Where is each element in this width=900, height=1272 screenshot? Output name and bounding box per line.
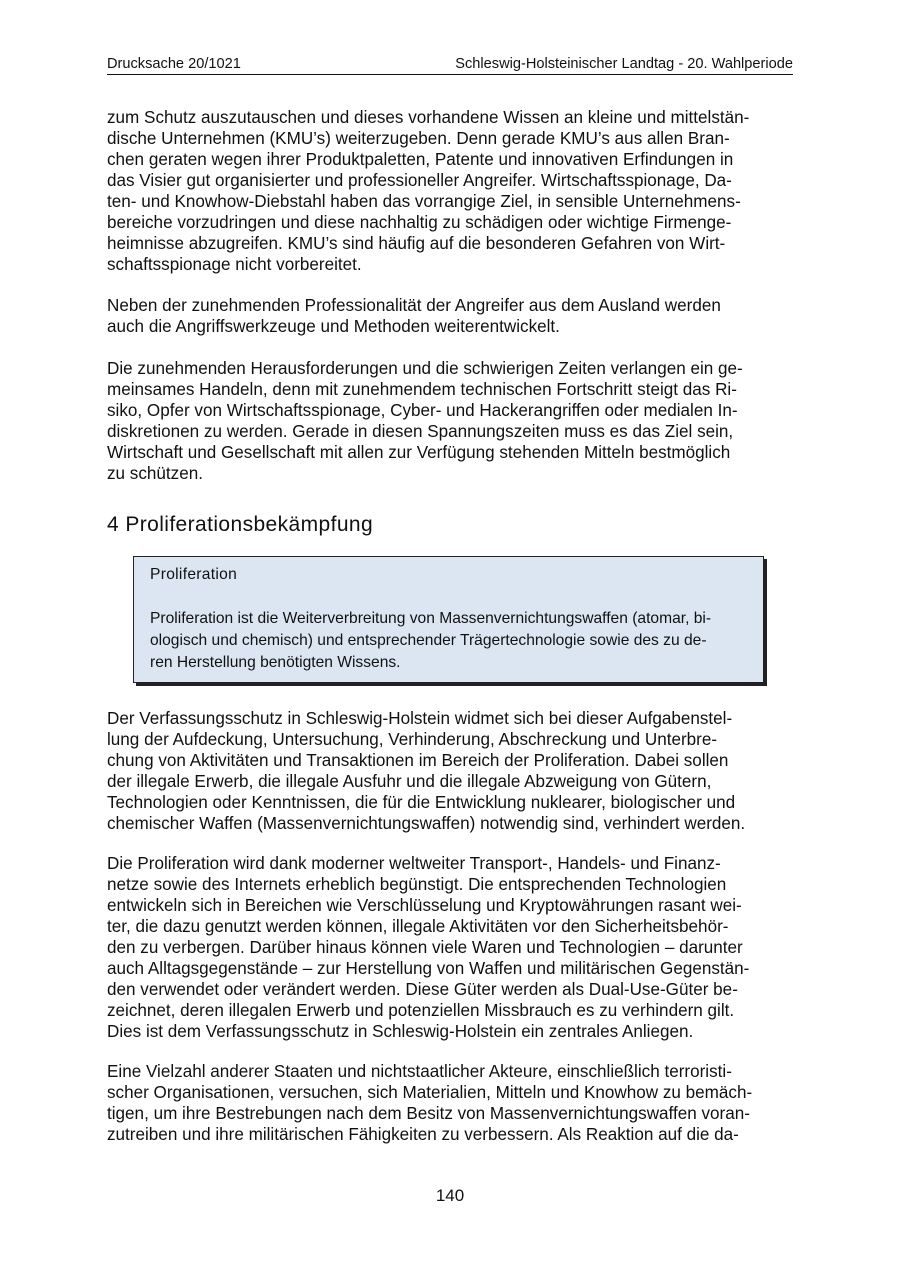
paragraph-challenges: Die zunehmenden Herausforderungen und die schwierigen Zeiten verlangen ein ge- meinsames Handeln, denn mit zunehmendem technischen Fortschritt steigt das Ri- siko, Opfer von Wirtschaftsspionage, Cyber- und Hackerangriffen oder medialen In- diskretionen zu werden. Gerade in diesen Spannungszeiten muss es das Ziel sein, Wirtschaft und Gesellschaft mit allen zur Verfügung stehenden Mitteln bestmöglich zu schützen. bbox=[107, 359, 743, 483]
definition-box-title: Proliferation bbox=[150, 566, 238, 583]
document-number: Drucksache 20/1021 bbox=[107, 56, 241, 72]
section-heading: 4 Proliferationsbekämpfung bbox=[107, 513, 374, 536]
paragraph-actors: Eine Vielzahl anderer Staaten und nichtstaatlicher Akteure, einschließlich terroristi- scher Organisationen, versuchen, sich Materialien, Mitteln und Knowhow zu bemäch- tigen, um ihre Bestrebungen nach dem Besitz von Massenvernichtungswaffen voran- zutreiben und ihre militärischen Fähigkeiten zu verbessern. Als Reaktion auf die da- bbox=[107, 1062, 753, 1144]
page-number: 140 bbox=[435, 1186, 465, 1205]
paragraph-attackers: Neben der zunehmenden Professionalität der Angreifer aus dem Ausland werden auch die Angriffswerkzeuge und Methoden weiterentwickelt. bbox=[107, 296, 721, 336]
parliament-title: Schleswig-Holsteinischer Landtag - 20. Wahlperiode bbox=[455, 56, 793, 72]
paragraph-dual-use: Die Proliferation wird dank moderner weltweiter Transport-, Handels- und Finanz- netze sowie des Internets erheblich begünstigt. Die entsprechenden Technologien entwickeln sich in Bereichen wie Verschlüsselung und Kryptowährungen rasant wei- ter, die dazu genutzt werden können, illegale Aktivitäten vor den Sicherheitsbehör- den zu verbergen. Darüber hinaus können viele Waren und Technologien – darunter auch Alltagsgegenstände – zur Herstellung von Waffen und militärischen Gegenstän- den verwendet oder verändert werden. Diese Güter werden als Dual-Use-Güter be- zeichnet, deren illegalen Erwerb und potenziellen Missbrauch es zu verhindern gilt. Dies ist dem Verfassungsschutz in Schleswig-Holstein ein zentrales Anliegen. bbox=[107, 854, 750, 1041]
paragraph-intro: zum Schutz auszutauschen und dieses vorhandene Wissen an kleine und mittelstän- dische Unternehmen (KMU’s) weiterzugeben. Denn gerade KMU’s aus allen Bran- chen geraten wegen ihrer Produktpaletten, Patente und innovativen Erfindungen in das Visier gut organisierter und professioneller Angreifer. Wirtschaftsspionage, Da- ten- und Knowhow-Diebstahl haben das vorrangige Ziel, in sensible Unternehmens- bereiche vorzudringen und diese nachhaltig zu schädigen oder wichtige Firmenge- heimnisse abzugreifen. KMU’s sind häufig auf die besonderen Gefahren von Wirt- schaftsspionage nicht vorbereitet. bbox=[107, 108, 750, 274]
definition-box-text: Proliferation ist die Weiterverbreitung von Massenvernichtungswaffen (atomar, bi- ologisch und chemisch) und entsprechender Trägertechnologie sowie des zu de- ren Herstellung benötigten Wissens. bbox=[150, 610, 712, 671]
definition-box bbox=[133, 556, 764, 683]
page-header bbox=[107, 54, 793, 75]
paragraph-tasks: Der Verfassungsschutz in Schleswig-Holstein widmet sich bei dieser Aufgabenstel- lung der Aufdeckung, Untersuchung, Verhinderung, Abschreckung und Unterbre- chung von Aktivitäten und Transaktionen im Bereich der Proliferation. Dabei sollen der illegale Erwerb, die illegale Ausfuhr und die illegale Abzweigung von Gütern, Technologien oder Kenntnissen, die für die Entwicklung nuklearer, biologischer und chemischer Waffen (Massenvernichtungswaffen) notwendig sind, verhindert werden. bbox=[107, 709, 746, 833]
